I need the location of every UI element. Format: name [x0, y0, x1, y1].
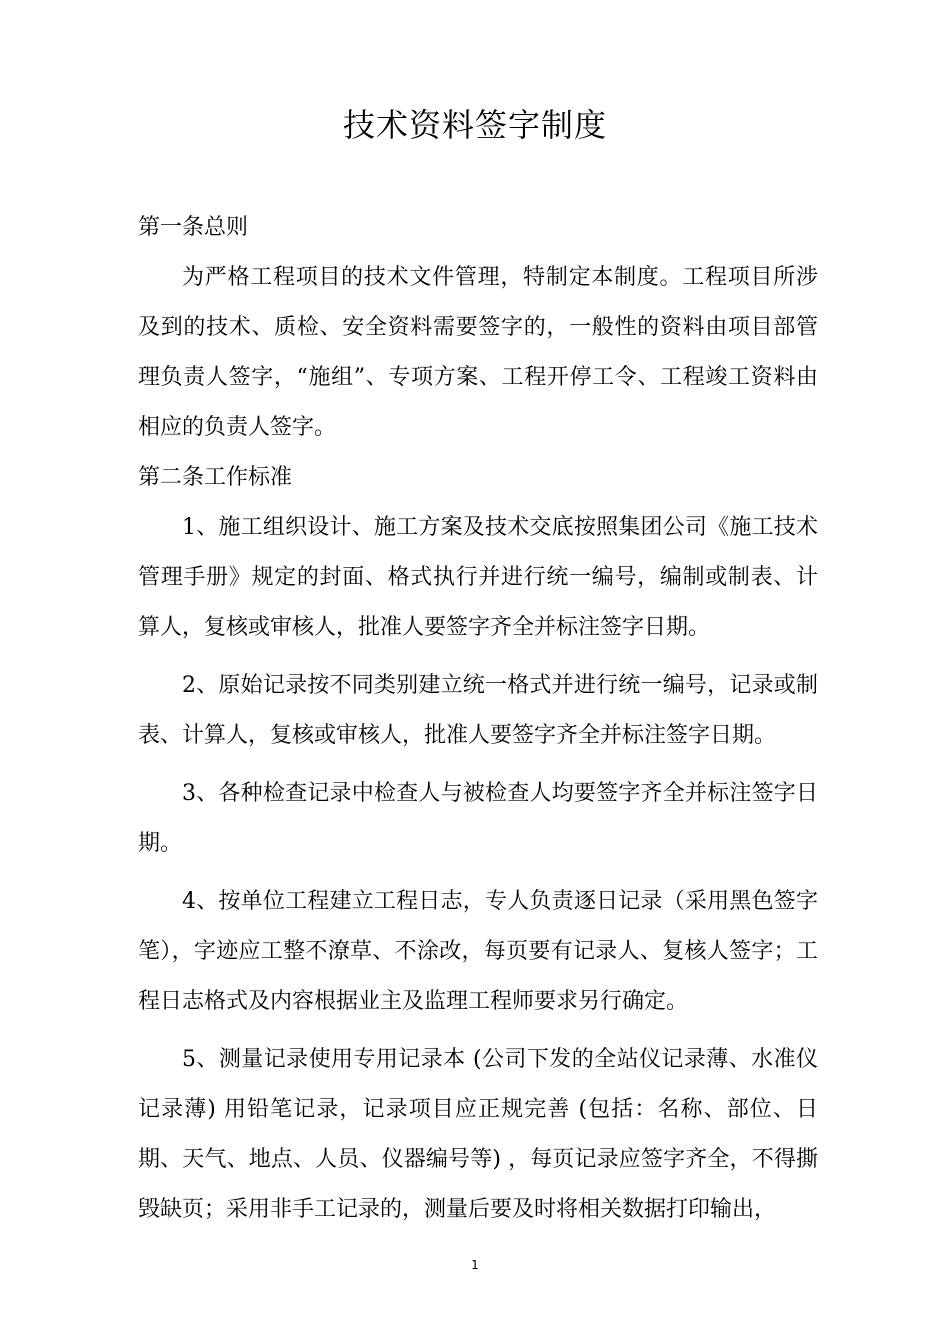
paragraph-general: 为严格工程项目的技术文件管理，特制定本制度。工程项目所涉及到的技术、质检、安全资料需要签字的，一般性的资料由项目部管理负责人签字，“施组”、专项方案、工程开停工令、工程竣工资料由相应的负责人签字。	[138, 265, 818, 440]
paragraph-item-3: 3、各种检查记录中检查人与被检查人均要签字齐全并标注签字日期。	[138, 781, 818, 856]
document-body	[138, 203, 818, 1235]
paragraph-item-2: 2、原始记录按不同类别建立统一格式并进行统一编号，记录或制表、计算人，复核或审核人，批准人要签字齐全并标注签字日期。	[138, 673, 818, 748]
page-number: 1	[471, 1258, 479, 1272]
document-title: 技术资料签字制度	[342, 106, 607, 144]
section-heading-general: 第一条总则	[138, 215, 249, 240]
paragraph-item-4: 4、按单位工程建立工程日志，专人负责逐日记录（采用黑色签字笔），字迹应工整不潦草、不涂改，每页要有记录人、复核人签字；工程日志格式及内容根据业主及监理工程师要求另行确定。	[138, 889, 818, 1014]
paragraph-item-5: 5、测量记录使用专用记录本 (公司下发的全站仪记录薄、水准仪记录薄) 用铅笔记录，记录项目应正规完善 (包括：名称、部位、日期、天气、地点、人员、仪器编号等) ，每页记录应签字齐全，不得撕毁缺页；采用非手工记录的，测量后要及时将相关数据打印输出，	[138, 1047, 818, 1222]
paragraph-item-1: 1、施工组织设计、施工方案及技术交底按照集团公司《施工技术管理手册》规定的封面、格式执行并进行统一编号，编制或制表、计算人，复核或审核人，批准人要签字齐全并标注签字日期。	[138, 515, 818, 640]
section-heading-standards: 第二条工作标准	[138, 465, 293, 490]
